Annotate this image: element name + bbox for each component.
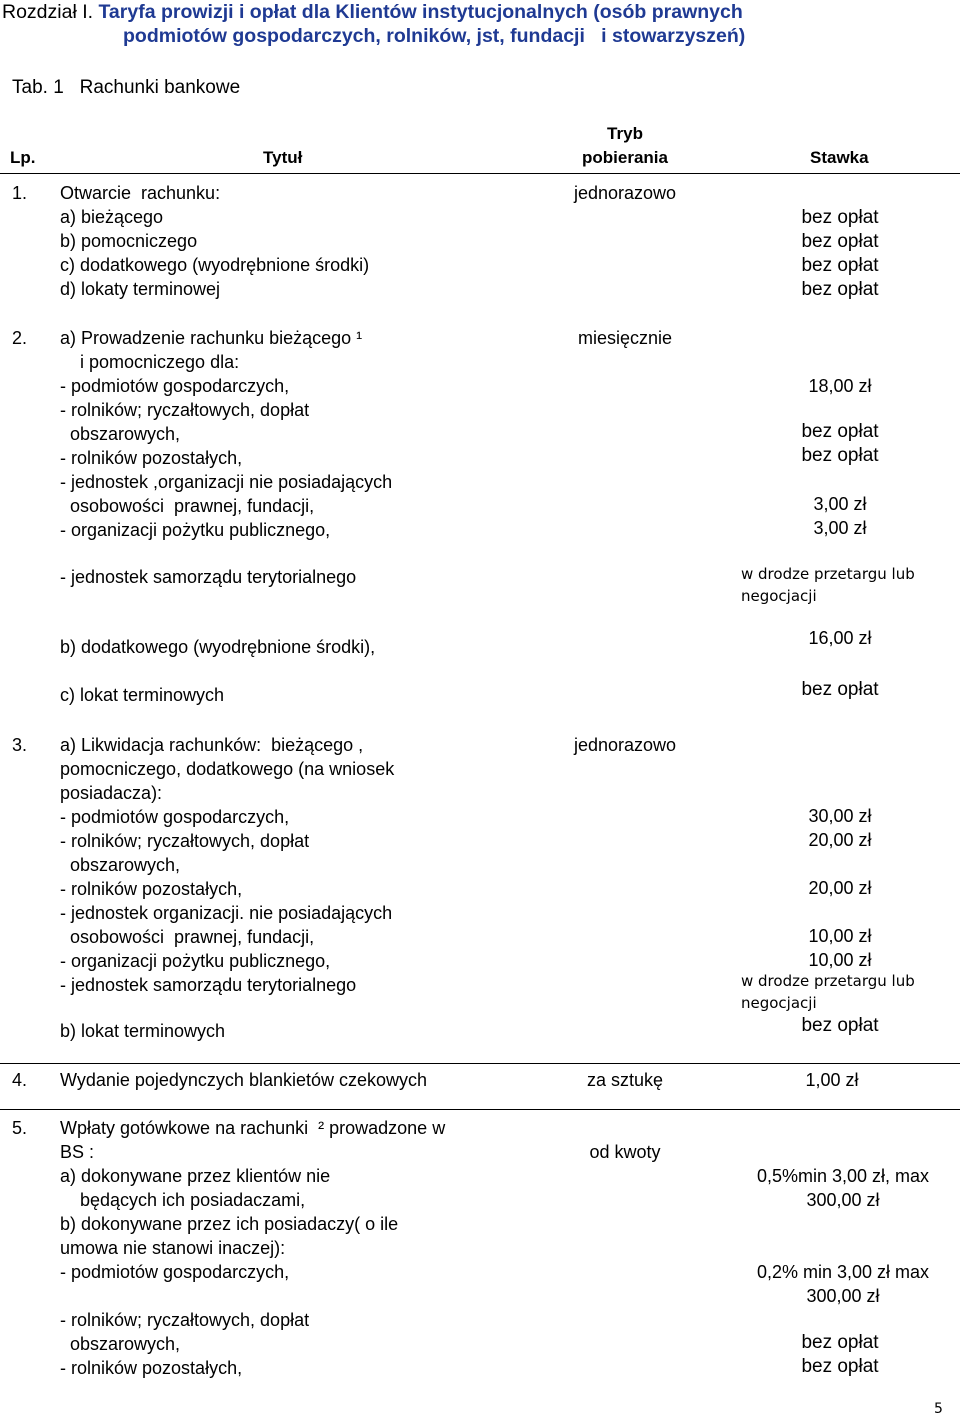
row1-tryb: jednorazowo — [573, 183, 677, 203]
chapter-title-line2: podmiotów gospodarczych, rolników, jst, fundacji i stowarzyszeń) — [123, 25, 746, 47]
list-item: a) dokonywane przez klientów nie — [60, 1166, 331, 1186]
table-title: Tab. 1 Rachunki bankowe — [12, 77, 241, 98]
row2-title-jst: - jednostek samorządu terytorialnego — [60, 567, 357, 587]
rate-value: bez opłat — [801, 255, 879, 276]
list-item: - jednostek organizacji. nie posiadających — [60, 903, 393, 923]
rate-value: bez opłat — [801, 207, 879, 228]
list-item: Otwarcie rachunku: — [60, 183, 221, 203]
list-item: a) Likwidacja rachunków: bieżącego , — [60, 735, 364, 755]
chapter-heading — [2, 0, 743, 24]
list-item: c) dodatkowego (wyodrębnione środki) — [60, 255, 370, 275]
col-header-stawka: Stawka — [810, 148, 869, 167]
list-item: Wpłaty gotówkowe na rachunki ² prowadzone w — [60, 1118, 446, 1138]
list-item: - jednostek samorządu terytorialnego — [60, 975, 357, 995]
list-item: b) dokonywane przez ich posiadaczy( o ile — [60, 1214, 399, 1234]
rate-value: 300,00 zł — [806, 1190, 880, 1210]
row4-tryb: za sztukę — [586, 1070, 664, 1090]
row5-lp: 5. — [12, 1118, 28, 1138]
list-item: a) bieżącego — [60, 207, 164, 227]
row5-tryb: od kwoty — [589, 1142, 661, 1162]
rate-value: 3,00 zł — [813, 518, 867, 538]
list-item: - podmiotów gospodarczych, — [60, 807, 290, 827]
rate-value: bez opłat — [801, 679, 879, 700]
list-item: i pomocniczego dla: — [60, 352, 240, 372]
list-item: - podmiotów gospodarczych, — [60, 1262, 290, 1282]
header-rule — [0, 173, 960, 174]
list-item: pomocniczego, dodatkowego (na wniosek — [60, 759, 395, 779]
rate-value: bez opłat — [801, 1015, 879, 1036]
rate-tender-line1: w drodze przetargu lub — [741, 972, 915, 990]
list-item: BS : — [60, 1142, 95, 1162]
list-item: - rolników; ryczałtowych, dopłat — [60, 400, 310, 420]
row3-title-b: b) lokat terminowych — [60, 1021, 226, 1041]
list-item: obszarowych, — [60, 424, 181, 444]
list-item: - organizacji pożytku publicznego, — [60, 951, 331, 971]
list-item: osobowości prawnej, fundacji, — [60, 927, 315, 947]
rate-value: bez opłat — [801, 1332, 879, 1353]
col-header-tryb-line2: pobierania — [582, 148, 668, 167]
row1-stawka — [760, 206, 920, 302]
col-header-lp: Lp. — [10, 148, 36, 167]
rate-value: bez opłat — [801, 1356, 879, 1377]
rate-value: 10,00 zł — [808, 926, 872, 946]
rate-value: bez opłat — [801, 445, 879, 466]
row3-tryb: jednorazowo — [573, 735, 677, 755]
rate-value: 30,00 zł — [808, 806, 872, 826]
rate-tender-line2: negocjacji — [741, 587, 817, 605]
rate-value: bez opłat — [801, 421, 879, 442]
chapter-title-line1: Taryfa prowizji i opłat dla Klientów instytucjonalnych (osób prawnych — [98, 1, 743, 23]
list-item: posiadacza): — [60, 783, 163, 803]
list-item: umowa nie stanowi inaczej): — [60, 1238, 286, 1258]
row2-title-c: c) lokat terminowych — [60, 685, 225, 705]
row4-title: Wydanie pojedynczych blankietów czekowych — [60, 1070, 428, 1090]
rate-value: 20,00 zł — [808, 830, 872, 850]
list-item: - rolników pozostałych, — [60, 1358, 243, 1378]
rate-tender-line1: w drodze przetargu lub — [741, 565, 915, 583]
list-item: będących ich posiadaczami, — [60, 1190, 306, 1210]
list-item: d) lokaty terminowej — [60, 279, 221, 299]
row5-title — [60, 1116, 445, 1284]
list-item: - podmiotów gospodarczych, — [60, 376, 290, 396]
list-item: a) Prowadzenie rachunku bieżącego ¹ — [60, 328, 363, 348]
list-item: obszarowych, — [60, 1334, 181, 1354]
rate-value: 0,5%min 3,00 zł, max — [756, 1166, 930, 1186]
list-item: b) pomocniczego — [60, 231, 198, 251]
rate-value: 10,00 zł — [808, 950, 872, 970]
list-item: - jednostek ,organizacji nie posiadających — [60, 472, 393, 492]
rate-value: 0,2% min 3,00 zł max — [756, 1262, 930, 1282]
rate-tender-line2: negocjacji — [741, 994, 817, 1012]
row1-title — [60, 181, 369, 301]
row3-lp: 3. — [12, 735, 28, 755]
row1-lp: 1. — [12, 183, 28, 203]
row4-lp: 4. — [12, 1070, 28, 1090]
row5-title-tail — [60, 1308, 309, 1380]
rate-value: bez opłat — [801, 279, 879, 300]
page-number: 5 — [934, 1401, 943, 1417]
row2-lp: 2. — [12, 328, 28, 348]
list-item: - rolników; ryczałtowych, dopłat — [60, 1310, 310, 1330]
row3-title — [60, 733, 394, 997]
rate-value: 18,00 zł — [808, 376, 872, 396]
rate-value: 300,00 zł — [806, 1286, 880, 1306]
list-item: - rolników; ryczałtowych, dopłat — [60, 831, 310, 851]
rate-value: 20,00 zł — [808, 878, 872, 898]
col-header-tryb-line1: Tryb — [607, 124, 643, 143]
row2-title-b: b) dodatkowego (wyodrębnione środki), — [60, 637, 376, 657]
row4-stawka: 1,00 zł — [805, 1070, 859, 1090]
list-item: - rolników pozostałych, — [60, 879, 243, 899]
row-divider — [0, 1063, 960, 1064]
row2-title — [60, 326, 392, 542]
row-divider — [0, 1109, 960, 1110]
rate-value: 3,00 zł — [813, 494, 867, 514]
rate-value: 16,00 zł — [808, 628, 872, 648]
col-header-tytul: Tytuł — [263, 148, 303, 167]
list-item: - organizacji pożytku publicznego, — [60, 520, 331, 540]
row2-tryb: miesięcznie — [577, 328, 673, 348]
rate-value: bez opłat — [801, 231, 879, 252]
list-item: - rolników pozostałych, — [60, 448, 243, 468]
list-item: obszarowych, — [60, 855, 181, 875]
list-item: osobowości prawnej, fundacji, — [60, 496, 315, 516]
chapter-prefix: Rozdział I. — [2, 1, 94, 23]
